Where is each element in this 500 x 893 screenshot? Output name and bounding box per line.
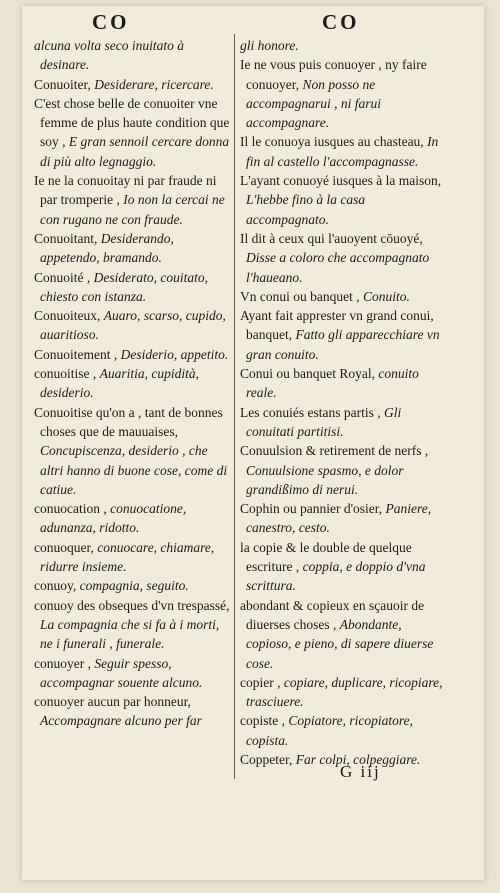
italian-translation: alcuna volta seco inuitato à desinare. — [34, 38, 184, 73]
french-headword: conuocation , — [34, 501, 107, 517]
dictionary-entry — [240, 287, 444, 306]
italian-translation: Conuito. — [362, 288, 410, 304]
french-headword: conuoyer , — [34, 655, 91, 671]
italian-translation: Conuulsione spasmo, e dolor grandißimo di nerui. — [246, 462, 404, 497]
italian-translation: Desiderando, appetendo, bramando. — [40, 230, 174, 266]
french-headword: Il dit à ceux qui l'auoyent cōuoyé, — [240, 230, 423, 246]
french-headword: Les conuiés estans partis , — [240, 404, 381, 420]
italian-translation: Concupiscenza, desiderio , che altri hanno di buone cose, come di catiue. — [40, 443, 228, 497]
italian-translation: Gli conuitati partitisi. — [246, 404, 402, 439]
french-headword: copier , — [240, 674, 281, 690]
dictionary-entry — [34, 499, 232, 538]
italian-translation: L'hebbe fino à la casa accompagnato. — [246, 192, 366, 227]
italian-translation: Auaro, scarso, cupido, auaritioso. — [40, 308, 226, 343]
dictionary-entry — [34, 36, 232, 75]
french-headword: Conuoitement , — [34, 346, 118, 362]
french-headword: conuoy, — [34, 578, 77, 594]
dictionary-entry — [240, 499, 444, 538]
french-headword: Ie ne la conuoitay ni par fraude ni par tromperie , — [34, 173, 217, 208]
dictionary-entry — [240, 538, 444, 596]
french-headword: C'est chose belle de conuoiter vne femme de plus haute condition que soy , — [34, 95, 230, 150]
italian-translation: Abondante, copioso, e pieno, di sapere diuerse cose. — [246, 616, 434, 671]
french-headword: Conuulsion & retirement de nerfs , — [240, 443, 429, 459]
french-headword: la copie & le double de quelque escriture , — [240, 539, 412, 575]
signature-mark: G iij — [340, 762, 381, 781]
dictionary-entry — [240, 673, 444, 712]
italian-translation: Non posso ne accompagnarui , ni farui accompagnare. — [246, 76, 381, 131]
dictionary-entry — [34, 692, 232, 731]
french-headword: copiste , — [240, 713, 285, 729]
italian-translation: Desiderato, couitato, chiesto con istanza. — [40, 269, 208, 304]
french-headword: Conui ou banquet Royal, — [240, 366, 375, 382]
french-headword: Conuoitise qu'on a , tant de bonnes choses que de mauuaises, — [34, 404, 223, 439]
french-headword: Ayant fait apprester vn grand conui, banquet, — [240, 308, 434, 343]
italian-translation: In fin al castello l'accompagnasse. — [246, 134, 439, 169]
italian-translation: Paniere, canestro, cesto. — [246, 501, 432, 536]
dictionary-entry — [34, 576, 232, 595]
french-headword: L'ayant conuoyé iusques à la maison, — [240, 173, 442, 189]
left-column — [34, 36, 232, 731]
dictionary-entry — [240, 306, 444, 364]
dictionary-entry — [240, 55, 444, 132]
italian-translation: gli honore. — [240, 38, 299, 53]
dictionary-entry — [240, 171, 444, 229]
french-headword: Conuoiteux, — [34, 308, 101, 324]
dictionary-entry — [34, 171, 232, 229]
italian-translation: coppia, e doppio d'vna scrittura. — [246, 559, 426, 594]
column-divider — [234, 34, 235, 779]
dictionary-entry — [240, 364, 444, 403]
french-headword: conuoitise , — [34, 366, 97, 382]
french-headword: Ie ne vous puis conuoyer , ny faire conuoyer, — [240, 57, 427, 92]
italian-translation: conuocatione, adunanza, ridotto. — [40, 501, 187, 536]
dictionary-entry — [34, 654, 232, 693]
running-header — [22, 10, 484, 38]
italian-translation: Seguir spesso, accompagnar souente alcuno. — [40, 655, 203, 690]
french-headword: conuoyer aucun par honneur, — [34, 694, 191, 710]
dictionary-entry — [34, 229, 232, 268]
italian-translation: conuocare, chiamare, ridurre insieme. — [40, 539, 215, 575]
italian-translation: Accompagnare alcuno per far — [40, 713, 202, 729]
italian-translation: Desiderio, appetito. — [120, 346, 229, 362]
dictionary-entry — [34, 596, 232, 654]
french-headword: Il le conuoya iusques au chasteau, — [240, 134, 424, 150]
dictionary-entry — [240, 132, 444, 171]
dictionary-entry — [34, 364, 232, 403]
french-headword: Coppeter, — [240, 751, 293, 767]
french-headword: abondant & copieux en sçauoir de diuerses choses , — [240, 597, 425, 632]
french-headword: Cophin ou pannier d'osier, — [240, 501, 383, 517]
italian-translation: Far colpi, colpeggiare. — [295, 751, 421, 767]
italian-translation: Copiatore, ricopiatore, copista. — [246, 713, 413, 748]
dictionary-entry — [34, 306, 232, 345]
italian-translation: Auaritia, cupidità, desiderio. — [40, 366, 199, 401]
italian-translation: Disse a coloro che accompagnato l'haueano. — [246, 250, 430, 285]
dictionary-entry — [240, 229, 444, 287]
dictionary-entry — [240, 596, 444, 673]
dictionary-entry — [34, 538, 232, 577]
dictionary-entry — [240, 711, 444, 750]
dictionary-entry — [34, 268, 232, 307]
dictionary-entry — [240, 403, 444, 442]
dictionary-entry — [34, 345, 232, 364]
french-headword: conuoquer, — [34, 539, 94, 555]
french-headword: Conuoiter, — [34, 76, 91, 92]
dictionary-entry — [240, 441, 444, 499]
right-column — [240, 36, 444, 769]
italian-translation: conuito reale. — [246, 366, 419, 401]
french-headword: Conuoité , — [34, 269, 91, 285]
italian-translation: Desiderare, ricercare. — [94, 76, 214, 92]
header-left: CO — [92, 10, 130, 34]
dictionary-entry — [240, 36, 444, 55]
italian-translation: Io non la cercai ne con rugano ne con fraude. — [40, 192, 225, 227]
french-headword: Vn conui ou banquet , — [240, 288, 360, 304]
dictionary-page — [22, 6, 484, 880]
italian-translation: copiare, duplicare, ricopiare, trasciuere. — [246, 674, 443, 710]
italian-translation: compagnia, seguito. — [79, 578, 189, 594]
header-right: CO — [322, 10, 360, 34]
dictionary-entry — [34, 94, 232, 171]
french-headword: Conuoitant, — [34, 230, 98, 246]
dictionary-entry — [34, 75, 232, 94]
italian-translation: E gran sennoil cercare donna di più alto legnaggio. — [40, 134, 230, 169]
italian-translation: Fatto gli apparecchiare vn gran conuito. — [246, 327, 440, 362]
french-headword: conuoy des obseques d'vn trespassé, — [34, 597, 230, 613]
dictionary-entry — [34, 403, 232, 499]
italian-translation: La compagnia che si fa à i morti, ne i funerali , funerale. — [40, 616, 220, 652]
